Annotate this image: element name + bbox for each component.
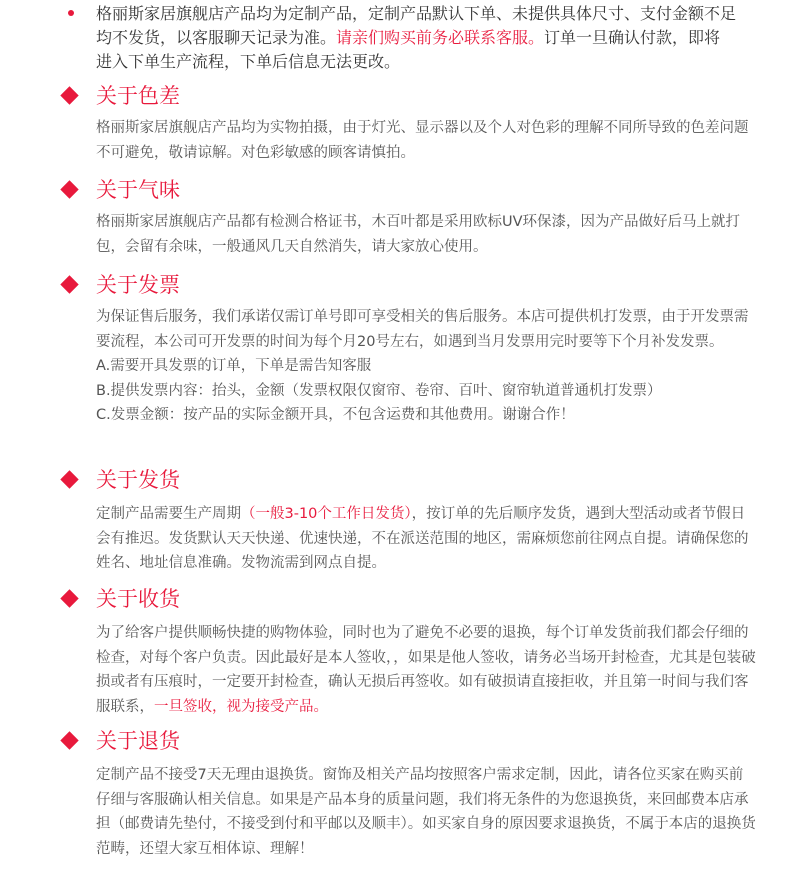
diamond-icon xyxy=(60,470,78,488)
section-header xyxy=(0,725,790,757)
invoice-item-c: C.发票金额：按产品的实际金额开具，不包含运费和其他费用。谢谢合作！ xyxy=(96,407,575,423)
section-header xyxy=(0,174,790,206)
intro-text: 格丽斯家居旗舰店产品均为定制产品，定制产品默认下单、未提供具体尺寸、支付金额不足均不发货，以客服聊天记录为准。请亲们购买前务必联系客服。订单一旦确认付款，即将进入下单生产流程，下单后信息无法更改。 xyxy=(96,4,737,71)
diamond-icon xyxy=(60,275,78,293)
section-body xyxy=(96,305,756,428)
section-title: 关于气味 xyxy=(96,178,180,202)
section-title: 关于色差 xyxy=(96,84,180,108)
section-paragraph: 格丽斯家居旗舰店产品均为实物拍摄，由于灯光、显示器以及个人对色彩的理解不同所导致的色差问题不可避免，敬请谅解。对色彩敏感的顾客请慎拍。 xyxy=(96,120,749,161)
section-color-difference xyxy=(0,80,790,161)
section-title: 关于发票 xyxy=(96,273,180,297)
section-shipping xyxy=(0,464,790,571)
section-returns xyxy=(0,725,790,857)
diamond-icon xyxy=(60,731,78,749)
diamond-icon xyxy=(60,180,78,198)
shipping-highlight: （一般3-10个工作日发货） xyxy=(241,506,412,522)
invoice-item-a: A.需要开具发票的订单，下单是需告知客服 xyxy=(96,358,372,374)
section-paragraph: 为保证售后服务，我们承诺仅需订单号即可享受相关的售后服务。本店可提供机打发票，由于开发票需要流程，本公司可开发票的时间为每个月20号左右，如遇到当月发票用完时要等下个月补发发票。 xyxy=(96,309,749,350)
section-paragraph: 格丽斯家居旗舰店产品都有检测合格证书，木百叶都是采用欧标UV环保漆，因为产品做好后马上就打包，会留有余味，一般通风几天自然消失，请大家放心使用。 xyxy=(96,214,741,255)
section-header xyxy=(0,80,790,112)
invoice-item-b: B.提供发票内容：抬头，金额（发票权限仅窗帘、卷帘、百叶、窗帘轨道普通机打发票） xyxy=(96,382,662,399)
section-title: 关于发货 xyxy=(96,468,180,492)
section-header xyxy=(0,464,790,496)
section-body xyxy=(96,621,756,719)
section-invoice xyxy=(0,269,790,423)
bullet-dot xyxy=(68,10,74,16)
diamond-icon xyxy=(60,589,78,607)
intro-highlight: 请亲们购买前务必联系客服。 xyxy=(336,28,545,47)
section-body xyxy=(96,502,756,576)
section-body xyxy=(96,210,756,259)
section-header xyxy=(0,583,790,615)
intro-block xyxy=(96,2,736,74)
section-paragraph: 定制产品需要生产周期（一般3-10个工作日发货），按订单的先后顺序发货，遇到大型活动或者节假日会有推迟。发货默认天天快递、优速快递，不在派送范围的地区，需麻烦您前往网点自提。请确保您的姓名、地址信息准确。发物流需到网点自提。 xyxy=(96,506,749,571)
section-receiving xyxy=(0,583,790,715)
section-body xyxy=(96,763,756,861)
section-paragraph: 为了给客户提供顺畅快捷的购物体验，同时也为了避免不必要的退换，每个订单发货前我们都会仔细的检查，对每个客户负责。因此最好是本人签收，，如果是他人签收，请务必当场开封检查，尤其是包装破损或者有压痕时，一定要开封检查，确认无损后再签收。如有破损请直接拒收，并且第一时间与我们客服联系，一旦签收，视为接受产品。 xyxy=(96,625,756,715)
receiving-highlight: 一旦签收，视为接受产品。 xyxy=(154,698,328,715)
diamond-icon xyxy=(60,86,78,104)
section-paragraph: 定制产品不接受7天无理由退换货。窗饰及相关产品均按照客户需求定制，因此，请各位买家在购买前仔细与客服确认相关信息。如果是产品本身的质量问题，我们将无条件的为您退换货，来回邮费本店承担（邮费请先垫付，不接受到付和平邮以及顺丰）。如买家自身的原因要求退换货，不属于本店的退换货范畴，还望大家互相体谅、理解！ xyxy=(96,767,756,857)
section-odor xyxy=(0,174,790,255)
section-body xyxy=(96,116,756,165)
section-title: 关于收货 xyxy=(96,587,180,611)
section-title: 关于退货 xyxy=(96,729,180,753)
section-header xyxy=(0,269,790,301)
